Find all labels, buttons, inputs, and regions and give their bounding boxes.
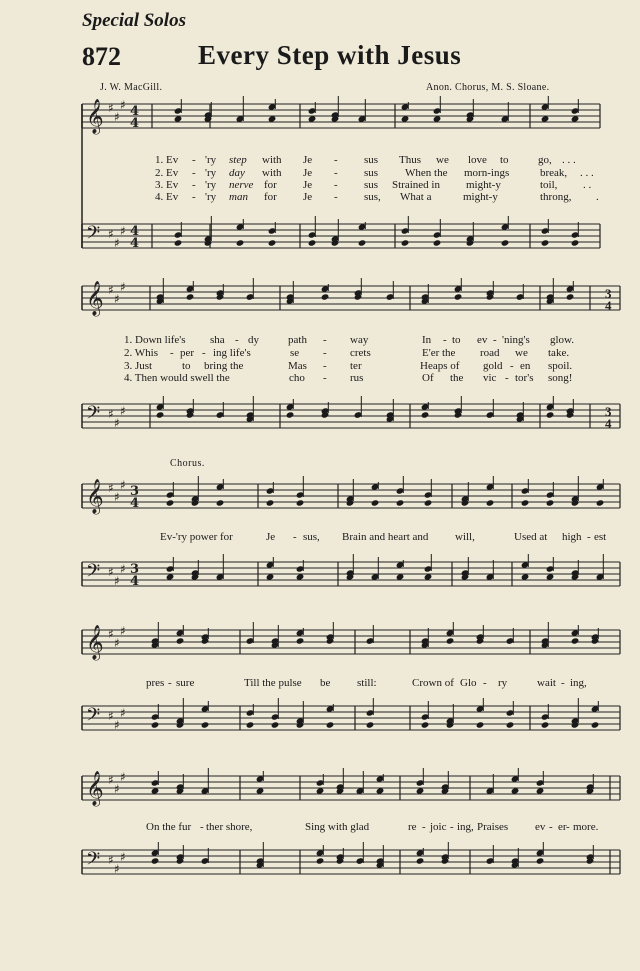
verse-line-3: 3. Ev - 'ry nerve for Je - sus Strained in might-y toil, . . [155,179,592,191]
verse-line-3b: 3. Just to bring the Mas - ter Heaps of gold - en spoil. [124,360,573,372]
sharp-icon: ♯ [114,718,120,732]
note-head [541,239,550,246]
bass-clef-icon: 𝄢 [86,561,101,586]
time-signature-bottom: 4 [130,574,140,589]
note-head [156,411,165,418]
sharp-icon: ♯ [114,416,120,430]
sharp-icon: ♯ [108,627,114,641]
note-head [176,637,185,644]
time-signature-bottom: 4 [605,298,612,313]
note-head [541,721,550,728]
note-head [246,721,255,728]
note-head [201,721,210,728]
note-head [308,239,317,246]
note-head [546,411,555,418]
note-head [151,857,160,864]
note-head [271,721,280,728]
note-head [396,499,405,506]
bass-clef-icon: 𝄢 [86,849,101,874]
note-head [296,499,305,506]
treble-clef-icon: 𝄞 [86,281,104,316]
bass-clef-icon: 𝄢 [86,705,101,730]
time-signature-top: 3 [130,484,140,499]
treble-clef-icon: 𝄞 [86,479,104,514]
verse-line-1b: 1. Down life's sha - dy path - way In - to ev - 'ning's glow. [124,334,575,346]
time-signature-top: 3 [605,404,612,419]
time-signature-bottom: 4 [130,496,140,511]
note-head [151,721,160,728]
sharp-icon: ♯ [120,770,126,784]
note-head [571,637,580,644]
note-head [174,239,183,246]
verse-line-2: 2. Ev - 'ry day with Je - sus When the morn-ings break, . . . [155,167,594,179]
note-head [358,239,367,246]
sharp-icon: ♯ [120,624,126,638]
sharp-icon: ♯ [120,706,126,720]
sharp-icon: ♯ [108,481,114,495]
time-signature-top: 4 [130,224,140,239]
sharp-icon: ♯ [108,227,114,241]
verse-line-4b: 4. Then would swell the cho - rus Of the vic - tor's song! [124,372,573,384]
note-head [596,499,605,506]
sharp-icon: ♯ [114,862,120,876]
sharp-icon: ♯ [120,404,126,418]
note-head [371,499,380,506]
sharp-icon: ♯ [120,478,126,492]
lyricist-credit: J. W. MacGill. [100,82,163,93]
verse-line-1: 1. Ev - 'ry step with Je - sus Thus we love to go, . . . [155,154,576,166]
note-head [536,857,545,864]
note-head [476,721,485,728]
note-head [216,499,225,506]
time-signature-bottom: 4 [130,236,140,251]
chorus-line-2: pres - sure Till the pulse be still: Crown of Glo - ry wait - ing, [146,677,587,689]
treble-clef-icon: 𝄞 [86,625,104,660]
note-head [366,721,375,728]
note-head [286,411,295,418]
note-head [268,239,277,246]
treble-clef-icon: 𝄞 [86,99,104,134]
note-head [186,293,195,300]
note-head [416,857,425,864]
note-head [486,499,495,506]
note-head [501,239,510,246]
verse-line-4: 4. Ev - 'ry man for Je - sus, What a might-y throng, . [155,191,599,203]
sharp-icon: ♯ [108,773,114,787]
sharp-icon: ♯ [108,709,114,723]
sharp-icon: ♯ [114,636,120,650]
note-head [326,721,335,728]
time-signature-bottom: 4 [605,416,612,431]
bass-clef-icon: 𝄢 [86,403,101,428]
sharp-icon: ♯ [120,850,126,864]
sharp-icon: ♯ [120,224,126,238]
composer-credit: Anon. Chorus, M. S. Sloane. [426,82,550,93]
time-signature-top: 3 [605,286,612,301]
note-head [433,239,442,246]
note-head [321,293,330,300]
note-head [421,411,430,418]
note-head [401,239,410,246]
note-head [546,499,555,506]
chorus-label: Chorus. [170,458,205,469]
sharp-icon: ♯ [108,407,114,421]
hymn-title: Every Step with Jesus [198,40,462,70]
treble-clef-icon: 𝄞 [86,771,104,806]
note-head [316,857,325,864]
note-head [296,637,305,644]
time-signature-top: 4 [130,104,140,119]
note-head [424,499,433,506]
note-head [591,721,600,728]
note-head [571,239,580,246]
chorus-line-1: Ev-'ry power for Je - sus, Brain and heart and will, Used at high - est [160,531,607,543]
time-signature-top: 3 [130,562,140,577]
sharp-icon: ♯ [120,280,126,294]
sharp-icon: ♯ [114,490,120,504]
sharp-icon: ♯ [114,782,120,796]
note-head [454,293,463,300]
note-head [236,239,245,246]
sharp-icon: ♯ [120,98,126,112]
note-head [566,293,575,300]
bass-clef-icon: 𝄢 [86,223,101,248]
note-head [166,499,175,506]
note-head [521,499,530,506]
sharp-icon: ♯ [114,574,120,588]
sharp-icon: ♯ [120,562,126,576]
sharp-icon: ♯ [108,283,114,297]
note-head [446,637,455,644]
sharp-icon: ♯ [114,292,120,306]
chorus-line-3: On the fur - ther shore, Sing with glad re - joic - ing, Praises ev - er - more. [146,821,599,833]
sharp-icon: ♯ [108,565,114,579]
sharp-icon: ♯ [108,101,114,115]
sharp-icon: ♯ [114,110,120,124]
verse-line-2b: 2. Whis - per - ing life's se - crets E'er the road we take. [124,347,570,359]
sharp-icon: ♯ [114,236,120,250]
sharp-icon: ♯ [108,853,114,867]
time-signature-bottom: 4 [130,116,140,131]
section-heading: Special Solos [82,10,186,31]
note-head [506,721,515,728]
note-head [421,721,430,728]
hymn-number: 872 [82,42,121,71]
note-head [266,499,275,506]
